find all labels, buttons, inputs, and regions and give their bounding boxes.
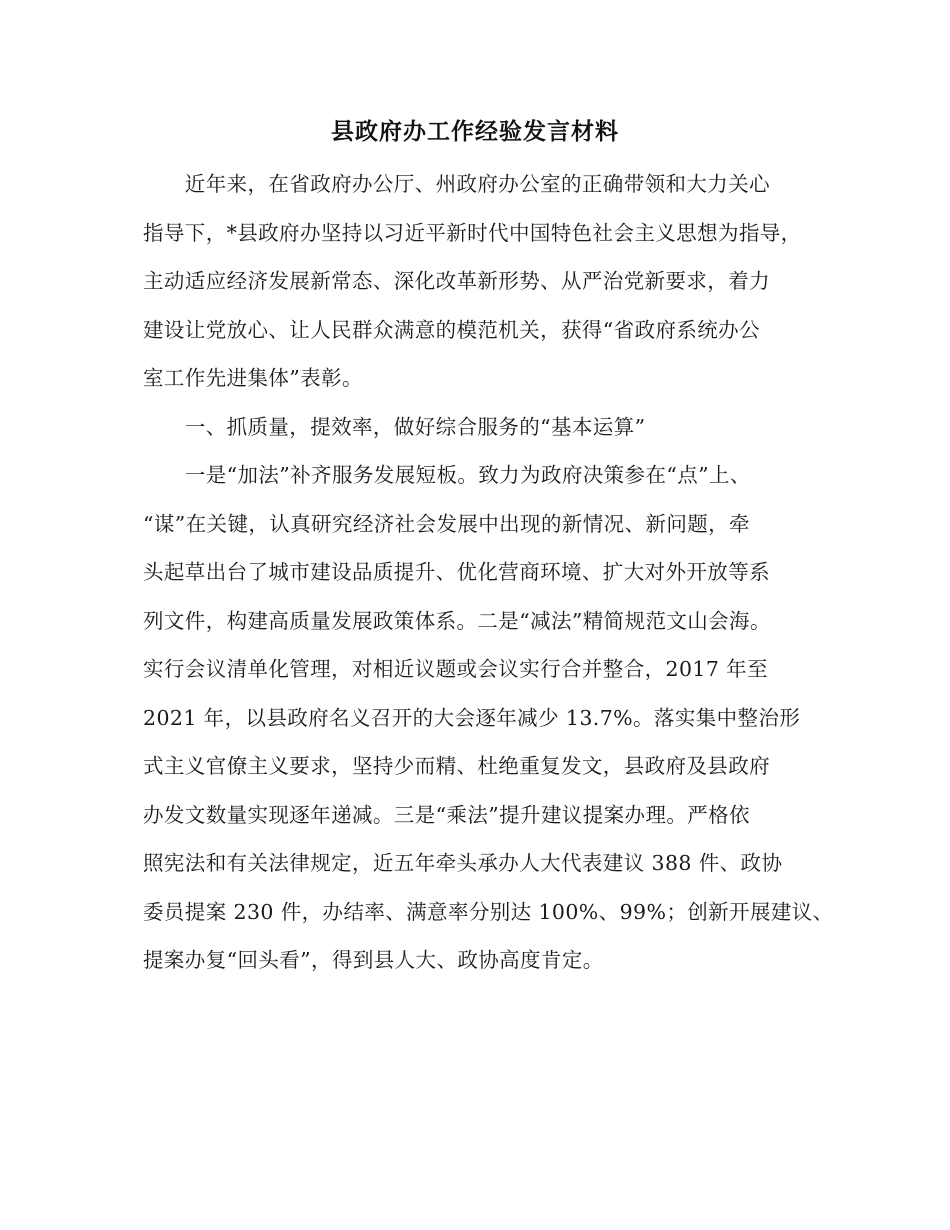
paragraph-line: 指导下，*县政府办坚持以习近平新时代中国特色社会主义思想为指导， — [143, 220, 802, 245]
section-heading: 一、抓质量，提效率，做好综合服务的“基本运算” — [143, 414, 646, 439]
paragraph-line: 2021 年，以县政府名义召开的大会逐年减少 13.7%。落实集中整治形 — [143, 705, 801, 730]
paragraph-line: 列文件，构建高质量发展政策体系。二是“减法”精简规范文山会海。 — [143, 608, 771, 633]
paragraph-line: 提案办复“回头看”，得到县人大、政协高度肯定。 — [143, 948, 604, 972]
paragraph-line: 一是“加法”补齐服务发展短板。致力为政府决策参在“点”上、 — [143, 463, 751, 487]
paragraph-line: 头起草出台了城市建设品质提升、优化营商环境、扩大对外开放等系 — [143, 560, 770, 584]
document-body — [143, 167, 834, 992]
paragraph-line: “谋”在关键，认真研究经济社会发展中出现的新情况、新问题，牵 — [143, 511, 750, 536]
paragraph-line: 室工作先进集体”表彰。 — [143, 366, 363, 390]
paragraph-line: 建设让党放心、让人民群众满意的模范机关，获得“省政府系统办公 — [143, 317, 760, 342]
document-title: 县政府办工作经验发言材料 — [331, 118, 619, 145]
paragraph-line: 照宪法和有关法律规定，近五年牵头承办人大代表建议 388 件、政协 — [143, 851, 783, 875]
paragraph-line: 实行会议清单化管理，对相近议题或会议实行合并整合，2017 年至 — [143, 657, 768, 681]
paragraph-line: 主动适应经济发展新常态、深化改革新形势、从严治党新要求，着力 — [143, 269, 770, 293]
paragraph-line: 近年来，在省政府办公厅、州政府办公室的正确带领和大力关心 — [143, 172, 770, 196]
paragraph-line: 办发文数量实现逐年递减。三是“乘法”提升建议提案办理。严格依 — [143, 802, 750, 827]
paragraph-line: 式主义官僚主义要求，坚持少而精、杜绝重复发文，县政府及县政府 — [143, 754, 770, 778]
paragraph-line: 委员提案 230 件，办结率、满意率分别达 100%、99%；创新开展建议、 — [143, 899, 834, 924]
